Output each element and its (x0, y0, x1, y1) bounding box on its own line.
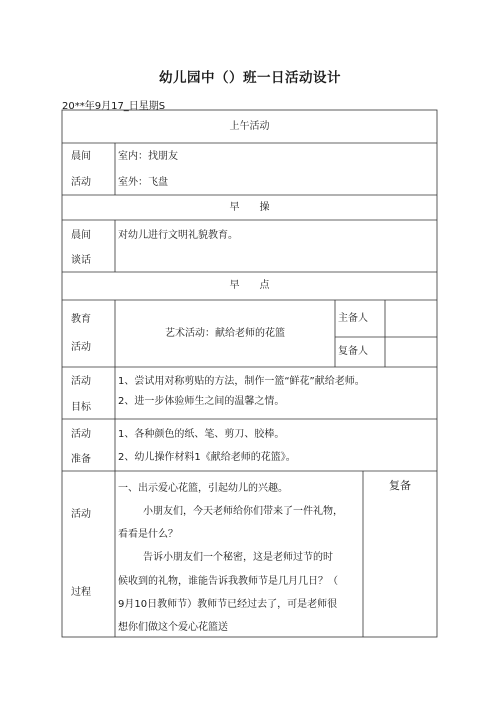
goal-item: 2、进一步体验师生之间的温馨之情。 (118, 396, 285, 407)
label-education-1: 教育 (71, 314, 91, 325)
process-text: 想你们做这个爱心花篮送 (118, 622, 228, 633)
label-prep-2: 准备 (71, 454, 91, 465)
process-text: 候收到的礼物，谁能告诉我教师节是几月几日？（ (118, 576, 338, 587)
goal-item: 1、尝试用对称剪贴的方法，制作一篮“鲜花”献给老师。 (118, 376, 365, 387)
label-process-1: 活动 (71, 509, 91, 520)
label-goal-2: 目标 (71, 402, 91, 413)
process-text: 告诉小朋友们一个秘密，这是老师过节的时 (143, 552, 333, 563)
talk-content: 对幼儿进行文明礼貌教育。 (118, 230, 238, 241)
section-exercise: 早 操 (229, 202, 270, 213)
label-education-2: 活动 (71, 342, 91, 353)
process-text: 看看是什么？ (118, 529, 178, 540)
date-line: 20**年9月17_日星期S (62, 101, 166, 112)
section-morning-activity: 上午活动 (229, 121, 270, 132)
process-step-1: 一、出示爱心花篮，引起幼儿的兴趣。 (118, 483, 288, 494)
label-morning-1: 晨间 (71, 151, 91, 162)
page-title: 幼儿园中（）班一日活动设计 (159, 70, 341, 86)
label-talk-2: 谈话 (71, 255, 91, 266)
label-morning-2: 活动 (71, 177, 91, 188)
label-process-2: 过程 (71, 587, 91, 598)
process-text: 9月10日教师节）教师节已经过去了，可是老师很 (118, 599, 338, 610)
label-talk-1: 晨间 (71, 230, 91, 241)
education-topic: 艺术活动：献给老师的花篮 (165, 328, 285, 339)
prep-item: 1、各种颜色的纸、笔、剪刀、胶棒。 (118, 429, 285, 440)
label-goal-1: 活动 (71, 376, 91, 387)
review-label: 复备 (389, 479, 411, 492)
label-prep-1: 活动 (71, 429, 91, 440)
indoor-activity: 室内：找朋友 (118, 151, 178, 162)
outdoor-activity: 室外：飞盘 (118, 177, 168, 188)
prep-item: 2、幼儿操作材料1《献给老师的花篮》。 (118, 452, 296, 463)
process-text: 小朋友们，今天老师给你们带来了一件礼物， (143, 506, 343, 517)
co-preparer-label: 复备人 (338, 346, 368, 357)
section-snack: 早 点 (229, 280, 270, 291)
lead-preparer-label: 主备人 (338, 313, 368, 324)
